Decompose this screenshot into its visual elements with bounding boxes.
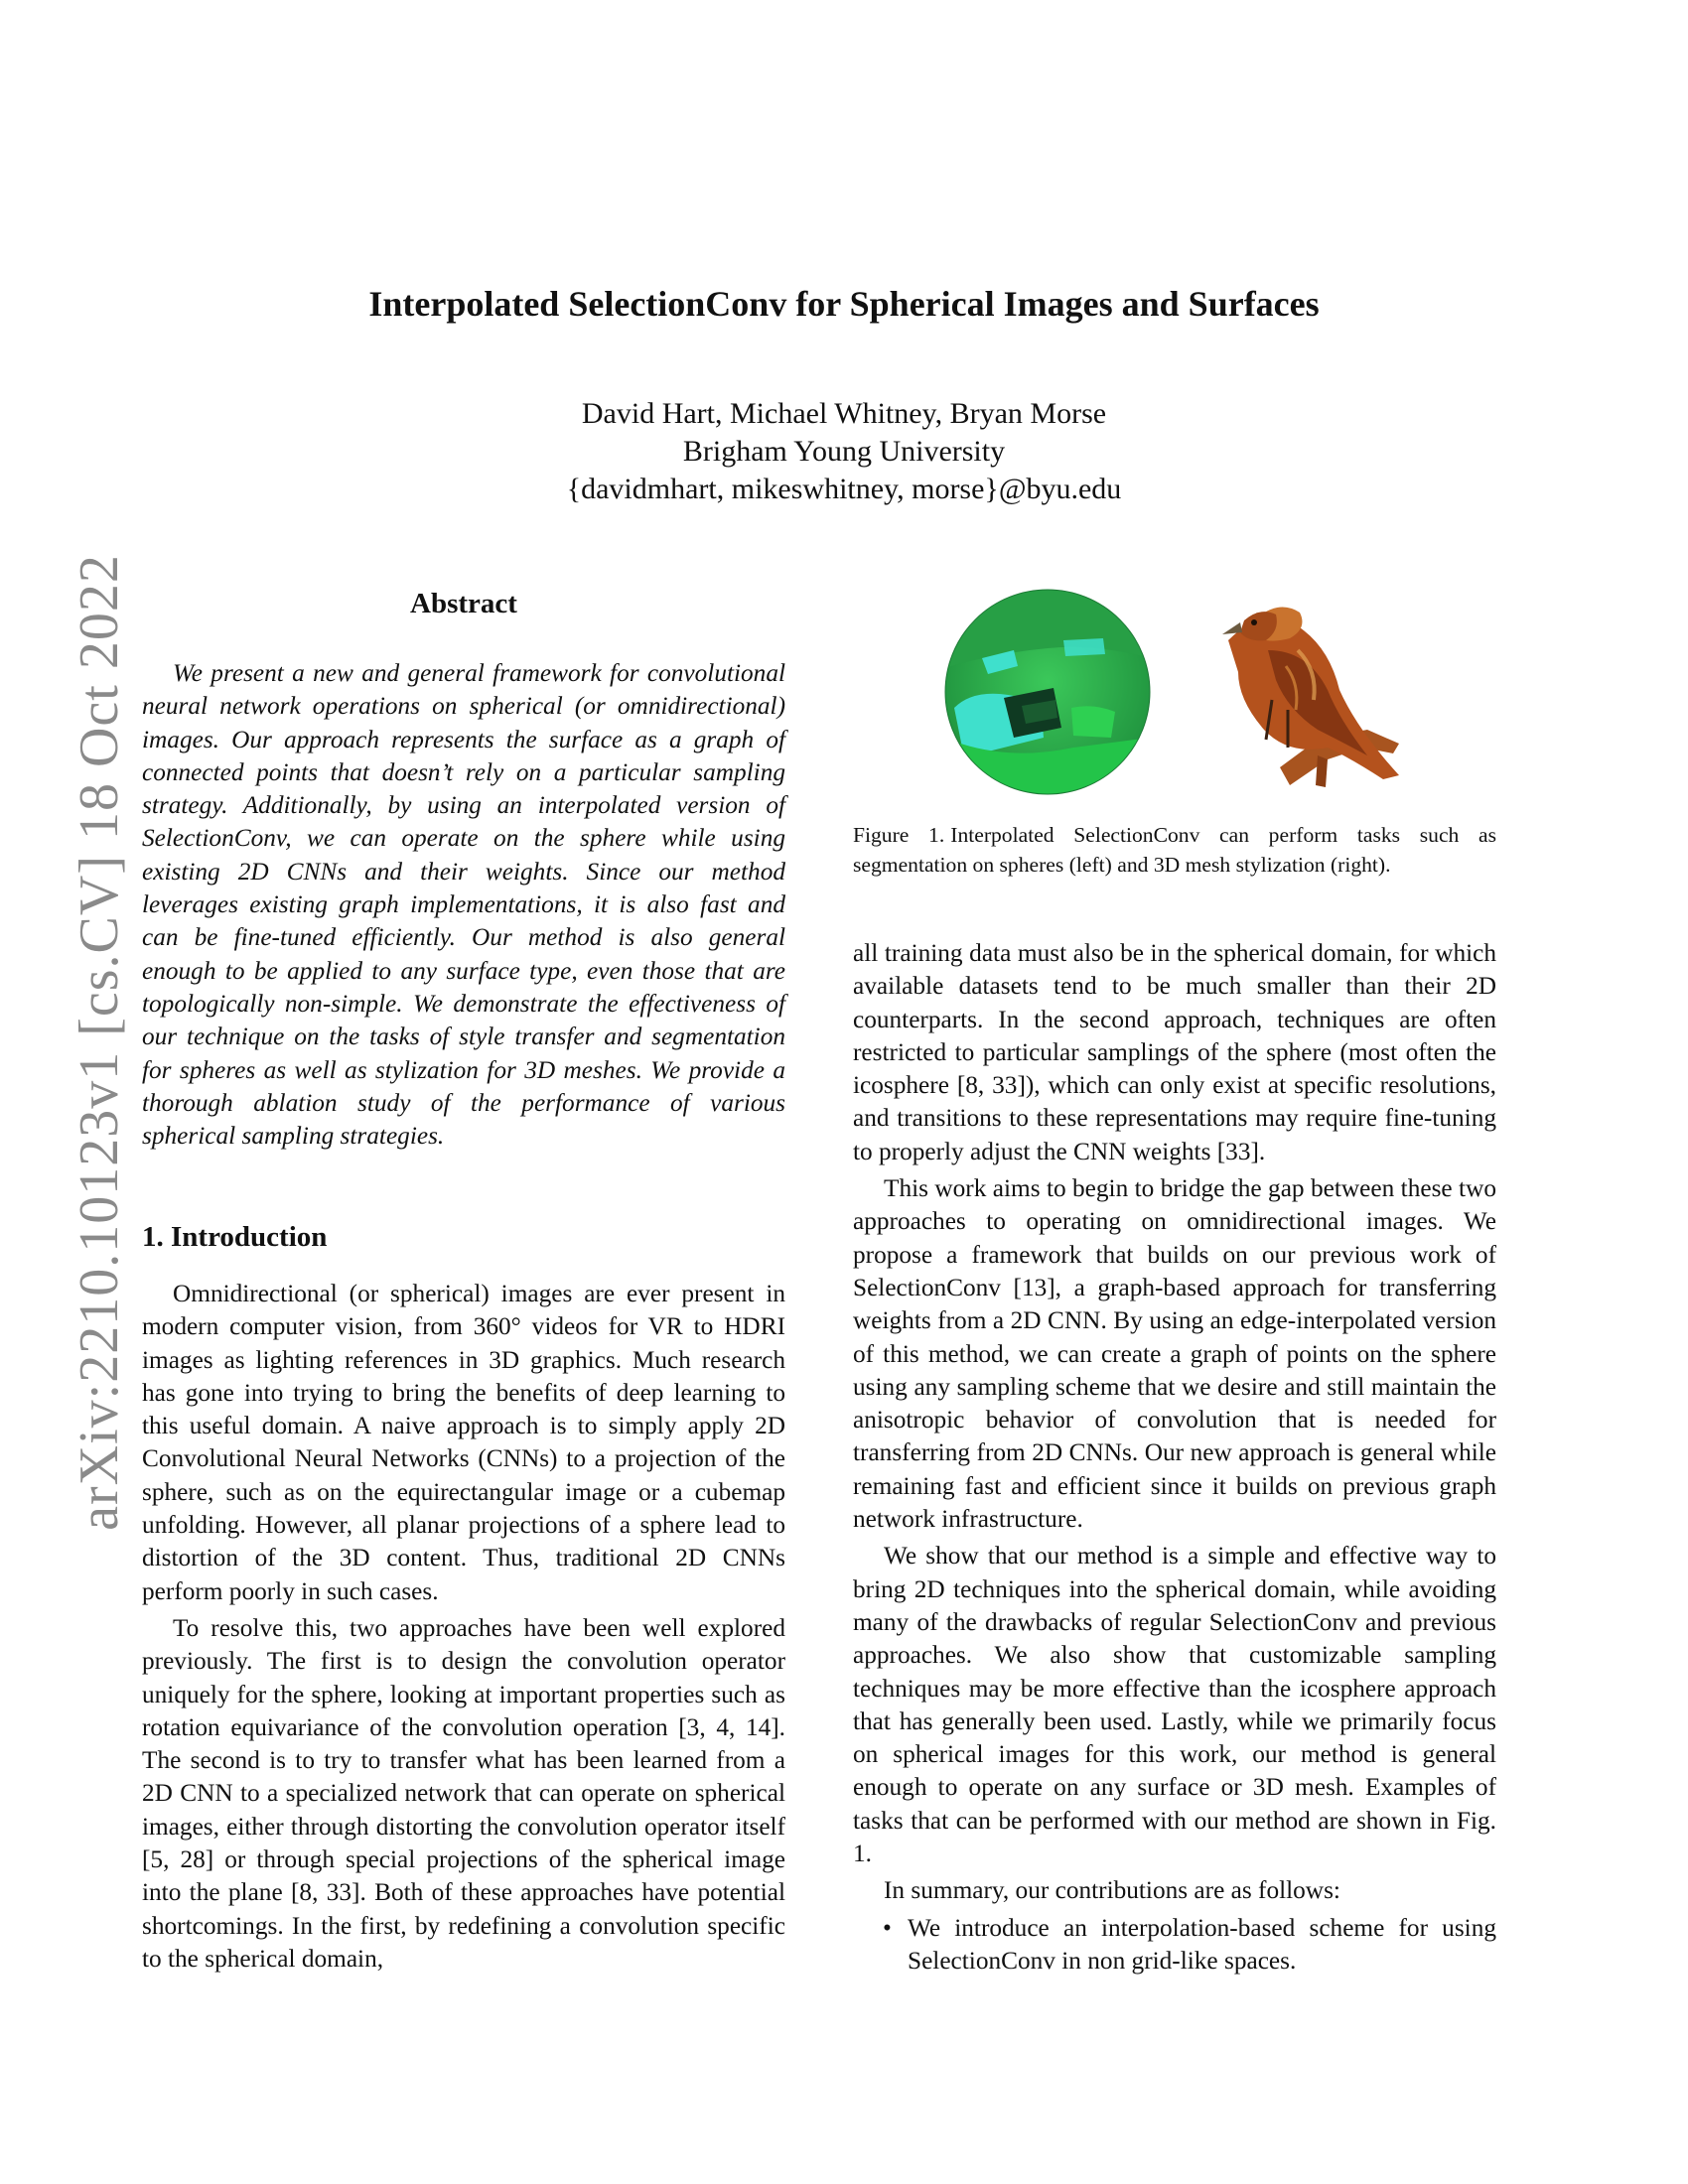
figure-1 — [853, 581, 1496, 799]
author-affiliation: Brigham Young University — [682, 435, 1006, 468]
author-names: David Hart, Michael Whitney, Bryan Morse — [581, 397, 1107, 430]
author-emails: {davidmhart, mikeswhitney, morse}@byu.edu — [566, 473, 1122, 505]
contributions-list — [853, 1912, 1496, 1979]
segmented-sphere-image — [944, 589, 1151, 795]
bullet-marker: • — [883, 1913, 892, 1942]
introduction-heading: 1. Introduction — [142, 1221, 328, 1253]
introduction-left-column — [142, 1278, 785, 1976]
paper-title: Interpolated SelectionConv for Spherical Images and Surfaces — [368, 284, 1320, 324]
intro-continuation: all training data must also be in the spherical domain, for which available datasets tend to be much smaller than their 2D counterparts. In the second approach, techniques are often restricted to particular samplings of the sphere (most often the icosphere [8, 33]), which can only exist at specific resolutions, and transitions to these representations may require fine-tuning to properly adjust the CNN weights [33]. — [853, 939, 1496, 1165]
intro-paragraph-5: In summary, our contributions are as follows: — [884, 1876, 1340, 1905]
contribution-item-text: We introduce an interpolation-based scheme for using SelectionConv in non grid-like spaces. — [908, 1913, 1496, 1975]
abstract-heading: Abstract — [410, 588, 517, 619]
intro-paragraph-3: This work aims to begin to bridge the gap between these two approaches to operating on omnidirectional images. We propose a framework that builds on our previous work of SelectionConv [13], a graph-based approach for transferring weights from a 2D CNN. By using an edge-interpolated version of this method, we can create a graph of points on the sphere using any sampling scheme that we desire and still maintain the anisotropic behavior of convolution that is needed for transferring from 2D CNNs. Our new approach is general while remaining fast and efficient since it builds on previous graph network infrastructure. — [853, 1174, 1496, 1534]
abstract-body — [142, 657, 785, 1153]
intro-paragraph-2: To resolve this, two approaches have been well explored previously. The first is to design the convolution operator uniquely for the sphere, looking at important properties such as rotation equivariance of the convolution operation [3, 4, 14]. The second is to try to transfer what has been learned from a 2D CNN to a specialized network that can operate on spherical images, either through distorting the convolution operator itself [5, 28] or through special projections of the spherical image into the plane [8, 33]. Both of these approaches have potential shortcomings. In the first, by redefining a convolution specific to the spherical domain, — [142, 1613, 785, 1973]
figure-1-caption-text: Interpolated SelectionConv can perform tasks such as segmentation on spheres (left) and 3D mesh stylization (right). — [853, 823, 1496, 877]
arxiv-identifier-stamp: arXiv:2210.10123v1 [cs.CV] 18 Oct 2022 — [69, 554, 130, 1531]
figure-1-label: Figure 1. — [853, 823, 945, 847]
intro-paragraph-4: We show that our method is a simple and effective way to bring 2D techniques into the spherical domain, while avoiding many of the drawbacks of regular SelectionConv and previous approaches. We also show that customizable sampling techniques may be more effective than the icosphere approach that has generally been used. Lastly, while we primarily focus on spherical images for this work, our method is general enough to operate on any surface or 3D mesh. Examples of tasks that can be performed with our method are shown in Fig. 1. — [853, 1542, 1496, 1868]
intro-paragraph-1: Omnidirectional (or spherical) images are ever present in modern computer vision, from 360° videos for VR to HDRI images as lighting references in 3D graphics. Much research has gone into trying to bring the benefits of deep learning to this useful domain. A naive approach is to simply apply 2D Convolutional Neural Networks (CNNs) to a projection of the sphere, such as on the equirectangular image or a cubemap unfolding. However, all planar projections of a sphere lead to distortion of the 3D content. Thus, traditional 2D CNNs perform poorly in such cases. — [142, 1280, 785, 1605]
stylized-bird-mesh-image — [1169, 581, 1407, 799]
author-block — [348, 395, 1340, 508]
abstract-paragraph: We present a new and general framework for convolutional neural network operations on spherical (or omnidirectional) images. Our approach represents the surface as a graph of connected points that doesn’t rely on a particular sampling strategy. Additionally, by using an interpolated version of SelectionConv, we can operate on the sphere while using existing 2D CNNs and their weights. Since our method leverages existing graph implementations, it is also fast and can be fine-tuned efficiently. Our method is also general enough to be applied to any surface type, even those that are topologically non-simple. We demonstrate the effectiveness of our technique on the tasks of style transfer and segmentation for spheres as well as stylization for 3D meshes. We provide a thorough ablation study of the performance of various spherical sampling strategies. — [142, 659, 785, 1151]
figure-1-caption — [853, 820, 1496, 880]
contribution-item — [853, 1912, 1496, 1979]
introduction-right-column — [853, 937, 1496, 1978]
